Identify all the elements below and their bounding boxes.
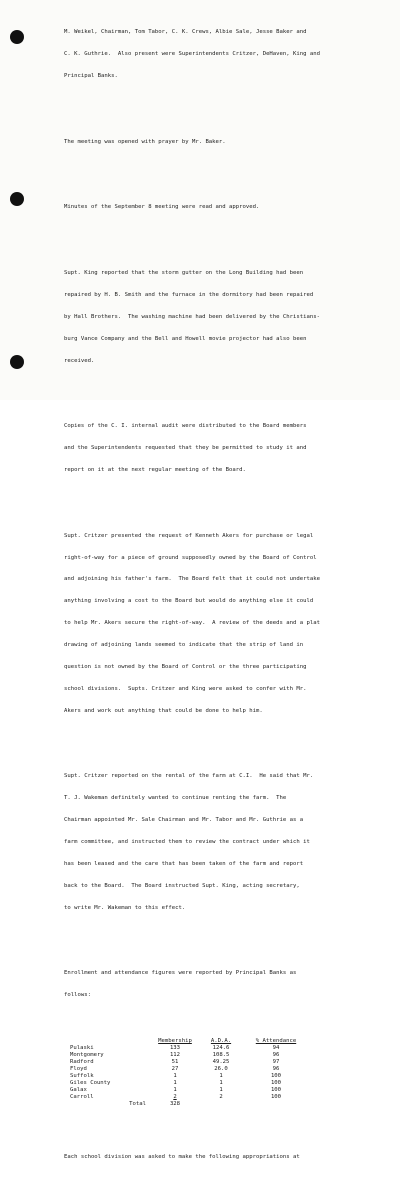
text-line: Copies of the C. I. internal audit were distributed to the Board members: [64, 423, 307, 430]
text-line: drawing of adjoining lands seemed to indicate that the strip of land in: [64, 642, 304, 649]
column-header: A.D.A.: [210, 1038, 232, 1045]
text-line: Akers and work out anything that could be done to help him.: [64, 707, 263, 714]
text-line: M. Weikel, Chairman, Tom Tabor, C. K. Crews, Albie Sale, Jesse Baker and: [64, 29, 307, 36]
text-line: right-of-way for a piece of ground supposedly owned by the Board of Control: [64, 554, 317, 561]
ada-cell: 1: [219, 1087, 223, 1094]
school-cell: Suffolk: [70, 1073, 94, 1080]
text-line: repaired by H. B. Smith and the furnace in the dormitory had been repaired: [64, 291, 314, 298]
text-line: and adjoining his father's farm. The Board felt that it could not undertake: [64, 576, 320, 583]
binder-hole-middle: [10, 192, 24, 206]
text-line: to help Mr. Akers secure the right-of-way. A review of the deeds and a plat: [64, 620, 320, 627]
attendance-cell: 96: [272, 1052, 280, 1059]
binder-hole-top: [10, 30, 24, 44]
attendance-cell: 94: [272, 1045, 280, 1052]
school-cell: Floyd: [70, 1066, 87, 1073]
table-row: [70, 1080, 306, 1087]
table-row: [70, 1094, 306, 1101]
ada-cell: 1: [219, 1073, 223, 1080]
right-of-way-paragraph: [64, 518, 380, 730]
attendance-cell: 100: [270, 1087, 282, 1094]
minutes-approval-paragraph: [64, 190, 380, 226]
total-value: 328: [169, 1101, 181, 1108]
enrollment-intro-paragraph: [64, 956, 380, 1014]
total-row: [70, 1101, 306, 1108]
text-line: Supt. Critzer presented the request of Kenneth Akers for purchase or legal: [64, 532, 314, 539]
text-line: farm committee, and instructed them to review the contract under which it: [64, 839, 310, 846]
attendance-cell: 100: [270, 1073, 282, 1080]
membership-cell: 112: [169, 1052, 181, 1059]
text-line: Minutes of the September 8 meeting were read and approved.: [64, 204, 260, 211]
membership-cell: 2: [173, 1094, 177, 1101]
prayer-paragraph: [64, 124, 380, 160]
text-line: anything involving a cost to the Board but would do anything else it could: [64, 598, 314, 605]
text-line: has been leased and the care that has been taken of the farm and report: [64, 861, 304, 868]
membership-cell: 1: [173, 1073, 177, 1080]
text-line: Enrollment and attendance figures were reported by Principal Banks as: [64, 970, 297, 977]
text-line: Principal Banks.: [64, 72, 118, 79]
table-row: [70, 1059, 306, 1066]
empty-cell: [196, 1101, 246, 1108]
audit-paragraph: [64, 409, 380, 489]
enrollment-table: [70, 1038, 306, 1108]
text-line: received.: [64, 357, 95, 364]
membership-cell: 1: [173, 1080, 177, 1087]
table-row: [70, 1073, 306, 1080]
ada-cell: 2: [219, 1094, 223, 1101]
text-line: follows:: [64, 992, 91, 999]
text-line: report on it at the next regular meeting of the Board.: [64, 467, 246, 473]
repairs-paragraph: [64, 255, 380, 379]
text-line: T. J. Wakeman definitely wanted to continue renting the farm. The: [64, 795, 287, 802]
school-cell: Montgomery: [70, 1052, 104, 1059]
text-line: Supt. King reported that the storm gutter on the Long Building had been: [64, 269, 304, 276]
column-header: Membership: [158, 1038, 192, 1045]
attendance-cell: 96: [272, 1066, 280, 1073]
ada-cell: 124.6: [212, 1045, 230, 1052]
minutes-text: [64, 0, 380, 1197]
text-line: burg Vance Company and the Bell and Howell movie projector had also been: [64, 335, 307, 342]
binder-hole-bottom: [10, 355, 24, 369]
attendance-cell: 100: [270, 1080, 282, 1087]
attendees-paragraph: [64, 15, 380, 95]
ada-cell: 1: [219, 1080, 223, 1087]
membership-cell: 133: [169, 1045, 181, 1052]
text-line: and the Superintendents requested that they be permitted to study it and: [64, 445, 307, 452]
appropriations-paragraph: [64, 1139, 380, 1175]
ada-cell: 26.0: [214, 1066, 228, 1073]
text-line: Each school division was asked to make the following appropriations at: [64, 1153, 300, 1160]
text-line: school divisions. Supts. Critzer and King were asked to confer with Mr.: [64, 685, 307, 692]
ada-cell: 49.25: [212, 1059, 230, 1066]
table-row: [70, 1045, 306, 1052]
column-header: % Attendance: [255, 1038, 297, 1045]
text-line: C. K. Guthrie. Also present were Superintendents Critzer, DeHaven, King and: [64, 51, 320, 58]
farm-rental-paragraph: [64, 759, 380, 927]
empty-cell: [246, 1101, 306, 1108]
table-header-row: [70, 1038, 306, 1045]
school-cell: Galax: [70, 1087, 87, 1094]
text-line: question is not owned by the Board of Control or the three participating: [64, 664, 307, 671]
attendance-cell: 97: [272, 1059, 280, 1066]
text-line: Chairman appointed Mr. Sale Chairman and Mr. Tabor and Mr. Guthrie as a: [64, 817, 304, 824]
text-line: The meeting was opened with prayer by Mr. Baker.: [64, 138, 226, 145]
school-cell: Pulaski: [70, 1045, 94, 1052]
table-row: [70, 1066, 306, 1073]
table-row: [70, 1087, 306, 1094]
school-cell: Carroll: [70, 1094, 94, 1101]
text-line: back to the Board. The Board instructed Supt. King, acting secretary,: [64, 882, 300, 889]
ada-cell: 108.5: [212, 1052, 230, 1059]
text-line: to write Mr. Wakeman to this effect.: [64, 904, 186, 911]
school-cell: Radford: [70, 1059, 94, 1066]
school-cell: Giles County: [70, 1080, 111, 1087]
membership-cell: 51: [171, 1059, 179, 1066]
table-row: [70, 1052, 306, 1059]
total-label: Total: [129, 1101, 146, 1108]
membership-cell: 1: [173, 1087, 177, 1094]
text-line: by Hall Brothers. The washing machine had been delivered by the Christians-: [64, 313, 320, 320]
attendance-cell: 100: [270, 1094, 282, 1101]
membership-cell: 27: [171, 1066, 179, 1073]
enrollment-table-body: [70, 1045, 306, 1101]
text-line: Supt. Critzer reported on the rental of the farm at C.I. He said that Mr.: [64, 773, 314, 780]
column-header: [70, 1038, 154, 1045]
